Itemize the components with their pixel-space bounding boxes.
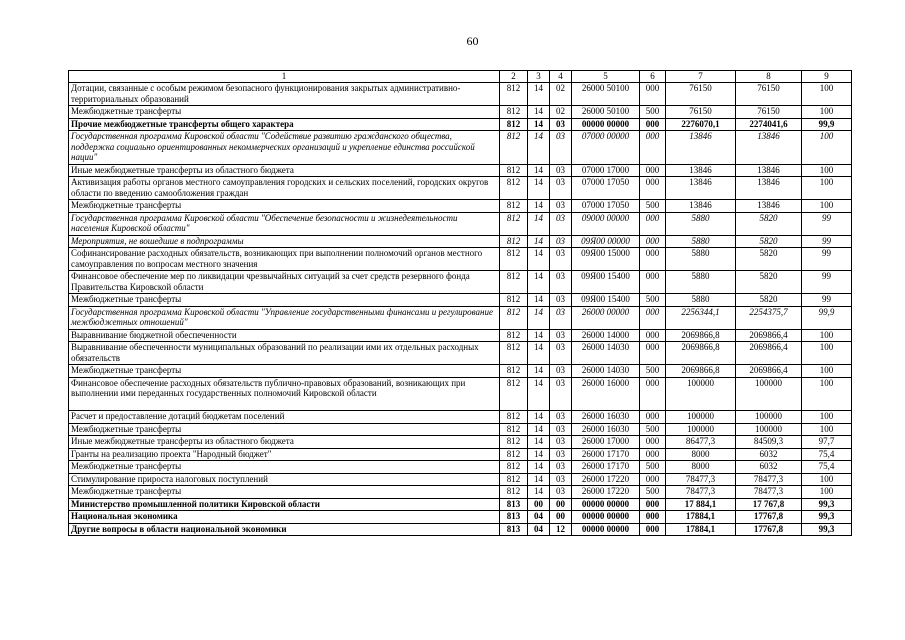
row-code-section: 14 [528,377,550,411]
row-code-subsection: 03 [550,306,572,329]
table-row [69,200,852,213]
row-code-type: 500 [640,365,666,378]
row-value-plan: 5880 [666,294,736,307]
row-code-admin: 812 [500,436,528,449]
row-code-admin: 812 [500,118,528,131]
row-code-admin: 812 [500,83,528,106]
row-value-plan: 5880 [666,235,736,248]
table-row [69,83,852,106]
row-value-percent: 100 [802,342,852,365]
row-value-percent: 100 [802,329,852,342]
row-value-actual: 100000 [736,411,802,424]
row-name: Государственная программа Кировской области "Содействие развитию гражданского общества, поддержка социально ориентированных некоммерческих организаций и укрепление единства российской нации" [69,131,500,165]
row-code-type: 000 [640,436,666,449]
row-value-plan: 76150 [666,83,736,106]
row-code-target: 07000 17000 [572,164,640,177]
row-code-section: 14 [528,461,550,474]
row-name: Мероприятия, не вошедшие в подпрограммы [69,235,500,248]
row-name: Выравнивание обеспеченности муниципальных образований по реализации ими их отдельных расходных обязательств [69,342,500,365]
table-row [69,271,852,294]
row-code-target: 09Я00 00000 [572,235,640,248]
header-cell: 8 [736,71,802,83]
row-value-percent: 99,9 [802,118,852,131]
table-row [69,177,852,200]
row-code-type: 000 [640,271,666,294]
row-value-actual: 2069866,4 [736,342,802,365]
row-code-subsection: 03 [550,436,572,449]
row-code-admin: 812 [500,461,528,474]
row-value-percent: 100 [802,411,852,424]
row-code-subsection: 03 [550,200,572,213]
row-value-actual: 2069866,4 [736,365,802,378]
row-code-type: 000 [640,164,666,177]
row-name: Активизация работы органов местного самоуправления городских и сельских поселений, городских округов области по введению самообложения граждан [69,177,500,200]
row-code-subsection: 00 [550,511,572,524]
row-name: Министерство промышленной политики Кировской области [69,498,500,511]
row-code-type: 000 [640,523,666,536]
row-code-target: 26000 16030 [572,411,640,424]
table-row [69,511,852,524]
row-code-admin: 812 [500,486,528,499]
row-value-actual: 5820 [736,271,802,294]
row-code-admin: 812 [500,164,528,177]
row-code-type: 500 [640,423,666,436]
row-value-actual: 6032 [736,448,802,461]
header-cell: 4 [550,71,572,83]
row-value-percent: 100 [802,377,852,411]
row-code-subsection: 03 [550,294,572,307]
row-code-section: 14 [528,235,550,248]
row-name: Иные межбюджетные трансферты из областного бюджета [69,164,500,177]
row-code-admin: 812 [500,342,528,365]
row-code-section: 04 [528,511,550,524]
row-value-plan: 2256344,1 [666,306,736,329]
row-code-admin: 812 [500,248,528,271]
row-code-section: 14 [528,436,550,449]
header-cell: 6 [640,71,666,83]
row-code-admin: 812 [500,365,528,378]
row-name: Расчет и предоставление дотаций бюджетам поселений [69,411,500,424]
row-code-admin: 812 [500,271,528,294]
row-code-admin: 812 [500,423,528,436]
row-code-subsection: 03 [550,164,572,177]
row-value-percent: 99,9 [802,306,852,329]
row-code-subsection: 03 [550,118,572,131]
table-row [69,329,852,342]
row-code-target: 26000 50100 [572,83,640,106]
row-code-section: 14 [528,342,550,365]
row-name: Национальная экономика [69,511,500,524]
row-code-type: 000 [640,473,666,486]
row-code-subsection: 02 [550,83,572,106]
row-code-type: 000 [640,212,666,235]
row-code-subsection: 03 [550,486,572,499]
table-row [69,235,852,248]
row-value-actual: 76150 [736,106,802,119]
row-code-type: 500 [640,106,666,119]
row-code-type: 000 [640,177,666,200]
table-row [69,164,852,177]
row-code-target: 07000 17050 [572,177,640,200]
table-row [69,377,852,411]
row-name: Выравнивание бюджетной обеспеченности [69,329,500,342]
row-name: Стимулирование прироста налоговых поступлений [69,473,500,486]
row-code-section: 14 [528,118,550,131]
row-code-type: 000 [640,235,666,248]
row-value-actual: 17 767,8 [736,498,802,511]
row-code-subsection: 03 [550,131,572,165]
row-value-percent: 75,4 [802,448,852,461]
row-code-target: 26000 17170 [572,461,640,474]
row-value-percent: 99 [802,212,852,235]
row-code-target: 26000 17170 [572,448,640,461]
row-value-plan: 5880 [666,212,736,235]
row-code-subsection: 03 [550,461,572,474]
row-value-plan: 2069866,8 [666,342,736,365]
table-row [69,212,852,235]
header-row [69,71,852,83]
row-code-target: 07000 17050 [572,200,640,213]
row-value-percent: 97,7 [802,436,852,449]
row-code-admin: 812 [500,329,528,342]
row-code-target: 00000 00000 [572,498,640,511]
row-value-actual: 5820 [736,212,802,235]
row-name: Государственная программа Кировской области "Обеспечение безопасности и жизнедеятельности населения Кировской области" [69,212,500,235]
table-row [69,306,852,329]
table-row [69,461,852,474]
row-value-plan: 13846 [666,131,736,165]
row-name: Финансовое обеспечение расходных обязательств публично-правовых образований, возникающих при выполнении ими переданных государственных полномочий Кировской области [69,377,500,411]
row-value-actual: 100000 [736,423,802,436]
row-value-actual: 13846 [736,200,802,213]
row-value-percent: 99 [802,294,852,307]
row-value-actual: 5820 [736,248,802,271]
table-row [69,486,852,499]
table-row [69,106,852,119]
row-code-subsection: 03 [550,473,572,486]
row-value-plan: 78477,3 [666,473,736,486]
row-value-percent: 100 [802,106,852,119]
row-code-target: 09Я00 15400 [572,294,640,307]
row-code-subsection: 03 [550,248,572,271]
row-code-target: 26000 50100 [572,106,640,119]
row-code-admin: 812 [500,448,528,461]
row-code-subsection: 03 [550,212,572,235]
row-value-actual: 13846 [736,131,802,165]
row-name: Межбюджетные трансферты [69,461,500,474]
row-code-admin: 813 [500,498,528,511]
header-cell: 2 [500,71,528,83]
row-code-type: 000 [640,131,666,165]
row-code-section: 14 [528,212,550,235]
row-value-plan: 76150 [666,106,736,119]
row-value-percent: 100 [802,200,852,213]
row-code-subsection: 03 [550,377,572,411]
row-value-plan: 2069866,8 [666,365,736,378]
row-value-plan: 100000 [666,377,736,411]
row-name: Софинансирование расходных обязательств, возникающих при выполнении полномочий органов местного самоуправления по вопросам местного значения [69,248,500,271]
row-name: Другие вопросы в области национальной экономики [69,523,500,536]
row-code-type: 000 [640,448,666,461]
row-code-section: 14 [528,473,550,486]
row-value-percent: 100 [802,423,852,436]
row-code-type: 500 [640,486,666,499]
table-row [69,411,852,424]
row-code-section: 14 [528,365,550,378]
row-code-type: 500 [640,200,666,213]
row-code-target: 26000 16030 [572,423,640,436]
row-value-percent: 99,3 [802,498,852,511]
row-code-admin: 812 [500,177,528,200]
row-code-admin: 812 [500,411,528,424]
row-code-type: 000 [640,411,666,424]
row-value-actual: 84509,3 [736,436,802,449]
row-code-section: 14 [528,164,550,177]
row-code-target: 26000 14000 [572,329,640,342]
row-value-actual: 5820 [736,235,802,248]
header-cell: 1 [69,71,500,83]
row-value-plan: 8000 [666,448,736,461]
row-code-section: 14 [528,329,550,342]
row-name: Гранты на реализацию проекта "Народный бюджет" [69,448,500,461]
header-cell: 5 [572,71,640,83]
row-code-admin: 812 [500,131,528,165]
row-value-percent: 100 [802,473,852,486]
row-code-admin: 813 [500,523,528,536]
row-code-type: 500 [640,461,666,474]
row-code-subsection: 03 [550,365,572,378]
row-code-type: 500 [640,294,666,307]
table-row [69,118,852,131]
row-value-actual: 6032 [736,461,802,474]
row-code-subsection: 03 [550,448,572,461]
row-value-plan: 17884,1 [666,523,736,536]
row-code-section: 14 [528,448,550,461]
row-value-percent: 99,3 [802,523,852,536]
table-row [69,523,852,536]
row-code-subsection: 12 [550,523,572,536]
row-code-target: 09000 00000 [572,212,640,235]
row-name: Межбюджетные трансферты [69,294,500,307]
row-code-target: 26000 17220 [572,486,640,499]
row-code-admin: 812 [500,235,528,248]
table-row [69,473,852,486]
row-code-admin: 812 [500,473,528,486]
table-row [69,294,852,307]
table-row [69,365,852,378]
row-value-percent: 99,3 [802,511,852,524]
row-code-subsection: 03 [550,235,572,248]
row-code-type: 000 [640,329,666,342]
table-row [69,448,852,461]
row-code-section: 14 [528,248,550,271]
row-code-section: 04 [528,523,550,536]
row-name: Межбюджетные трансферты [69,423,500,436]
row-value-actual: 13846 [736,177,802,200]
row-value-actual: 13846 [736,164,802,177]
row-name: Межбюджетные трансферты [69,365,500,378]
row-code-target: 00000 00000 [572,118,640,131]
row-code-target: 26000 14030 [572,342,640,365]
row-name: Межбюджетные трансферты [69,486,500,499]
table-row [69,248,852,271]
row-code-target: 26000 00000 [572,306,640,329]
row-value-percent: 100 [802,83,852,106]
row-value-actual: 5820 [736,294,802,307]
row-value-actual: 2069866,4 [736,329,802,342]
header-cell: 3 [528,71,550,83]
row-code-section: 14 [528,271,550,294]
row-code-type: 000 [640,377,666,411]
row-code-target: 07000 00000 [572,131,640,165]
row-value-plan: 2276070,1 [666,118,736,131]
row-code-subsection: 03 [550,423,572,436]
row-code-section: 14 [528,200,550,213]
row-code-subsection: 03 [550,177,572,200]
row-code-admin: 812 [500,212,528,235]
row-code-section: 14 [528,486,550,499]
row-value-percent: 100 [802,177,852,200]
row-code-type: 000 [640,248,666,271]
row-code-section: 14 [528,294,550,307]
row-value-plan: 17884,1 [666,511,736,524]
row-code-type: 000 [640,83,666,106]
header-cell: 7 [666,71,736,83]
row-code-section: 14 [528,83,550,106]
row-code-admin: 812 [500,306,528,329]
row-code-admin: 812 [500,377,528,411]
row-value-plan: 13846 [666,177,736,200]
row-name: Государственная программа Кировской области "Управление государственными финансами и регулирование межбюджетных отношений" [69,306,500,329]
row-code-subsection: 00 [550,498,572,511]
row-code-subsection: 03 [550,329,572,342]
row-value-percent: 100 [802,365,852,378]
row-code-target: 00000 00000 [572,511,640,524]
row-value-plan: 17 884,1 [666,498,736,511]
row-code-section: 14 [528,131,550,165]
row-code-target: 26000 17000 [572,436,640,449]
row-value-percent: 100 [802,486,852,499]
row-value-percent: 100 [802,164,852,177]
row-code-type: 000 [640,511,666,524]
row-value-actual: 76150 [736,83,802,106]
row-value-plan: 100000 [666,411,736,424]
row-code-target: 26000 17220 [572,473,640,486]
row-name: Иные межбюджетные трансферты из областного бюджета [69,436,500,449]
header-cell: 9 [802,71,852,83]
table-row [69,423,852,436]
row-value-actual: 2274041,6 [736,118,802,131]
row-value-plan: 2069866,8 [666,329,736,342]
row-value-plan: 13846 [666,200,736,213]
row-code-subsection: 02 [550,106,572,119]
row-value-plan: 78477,3 [666,486,736,499]
row-name: Финансовое обеспечение мер по ликвидации чрезвычайных ситуаций за счет средств резервного фонда Правительства Кировской области [69,271,500,294]
row-code-type: 000 [640,118,666,131]
row-value-actual: 2254375,7 [736,306,802,329]
row-value-actual: 78477,3 [736,473,802,486]
row-code-subsection: 03 [550,411,572,424]
row-name: Дотации, связанные с особым режимом безопасного функционирования закрытых административно-территориальных образований [69,83,500,106]
row-name: Прочие межбюджетные трансферты общего характера [69,118,500,131]
row-value-percent: 99 [802,235,852,248]
row-code-admin: 812 [500,200,528,213]
row-value-plan: 5880 [666,271,736,294]
row-value-percent: 99 [802,248,852,271]
table-row [69,342,852,365]
row-value-plan: 100000 [666,423,736,436]
row-value-plan: 13846 [666,164,736,177]
row-code-admin: 813 [500,511,528,524]
row-value-actual: 100000 [736,377,802,411]
row-value-percent: 100 [802,131,852,165]
row-code-section: 14 [528,106,550,119]
row-code-subsection: 03 [550,342,572,365]
row-code-section: 14 [528,423,550,436]
row-value-actual: 17767,8 [736,511,802,524]
budget-table [68,70,852,536]
row-code-type: 000 [640,342,666,365]
row-code-admin: 812 [500,294,528,307]
row-code-target: 26000 14030 [572,365,640,378]
row-value-plan: 8000 [666,461,736,474]
row-value-plan: 5880 [666,248,736,271]
row-code-target: 00000 00000 [572,523,640,536]
row-code-admin: 812 [500,106,528,119]
row-code-subsection: 03 [550,271,572,294]
row-value-actual: 17767,8 [736,523,802,536]
row-code-target: 26000 16000 [572,377,640,411]
row-code-target: 09Я00 15000 [572,248,640,271]
row-code-section: 00 [528,498,550,511]
table-row [69,498,852,511]
row-code-section: 14 [528,411,550,424]
row-code-section: 14 [528,177,550,200]
row-code-target: 09Я00 15400 [572,271,640,294]
table-row [69,436,852,449]
row-value-percent: 99 [802,271,852,294]
row-value-plan: 86477,3 [666,436,736,449]
row-code-type: 000 [640,498,666,511]
page-number: 60 [466,34,479,48]
row-name: Межбюджетные трансферты [69,200,500,213]
row-value-percent: 75,4 [802,461,852,474]
row-code-type: 000 [640,306,666,329]
table-row [69,131,852,165]
row-name: Межбюджетные трансферты [69,106,500,119]
row-code-section: 14 [528,306,550,329]
row-value-actual: 78477,3 [736,486,802,499]
